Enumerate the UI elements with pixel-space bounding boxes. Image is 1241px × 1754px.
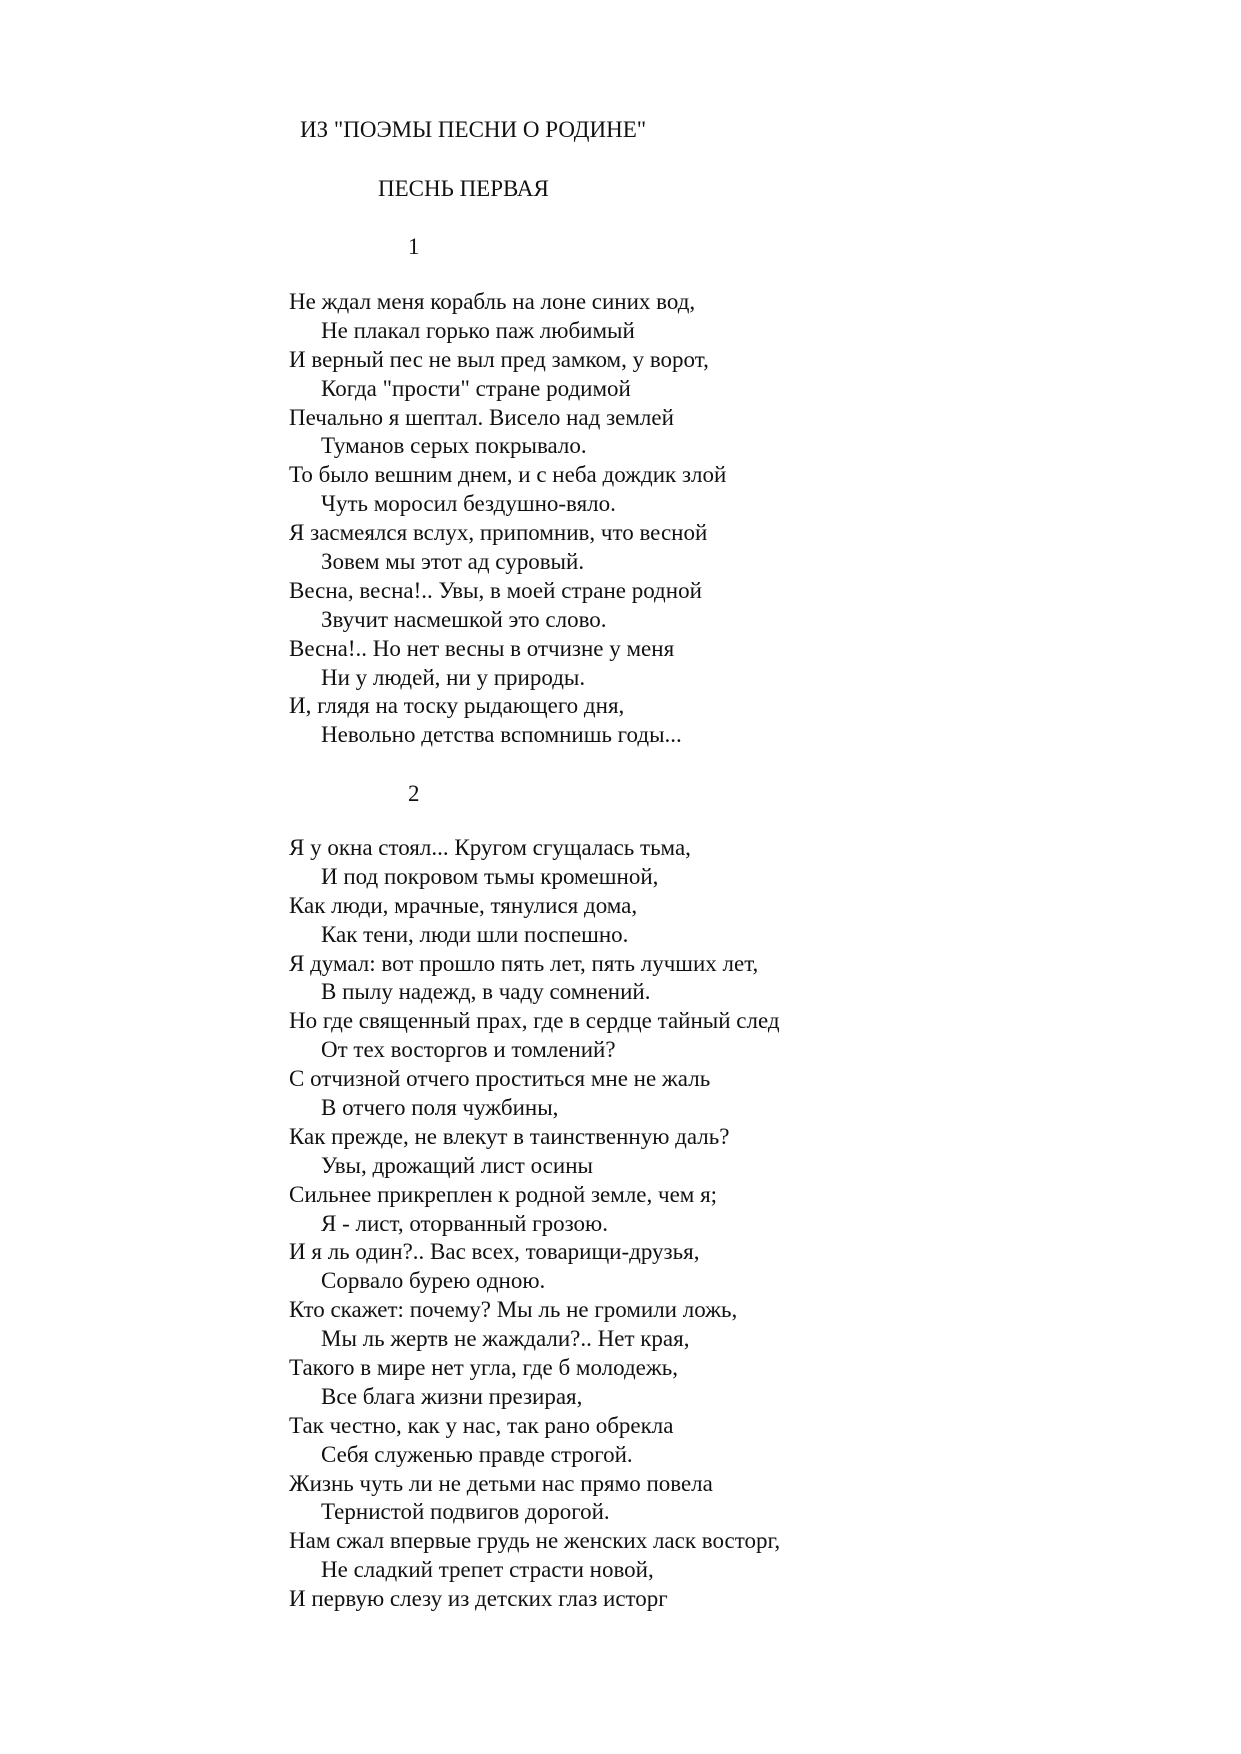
poem-line: Туманов серых покрывало. — [321, 433, 587, 459]
poem-line: Ни у людей, ни у природы. — [321, 664, 586, 690]
poem-line: Весна, весна!.. Увы, в моей стране родной — [289, 577, 702, 603]
poem-line: Не плакал горько паж любимый — [321, 317, 635, 343]
poem-line: Не сладкий трепет страсти новой, — [321, 1557, 654, 1583]
poem-line: Жизнь чуть ли не детьми нас прямо повела — [289, 1470, 713, 1496]
poem-line: Кто скажет: почему? Мы ль не громили ложь, — [289, 1297, 738, 1323]
poem-line: Зовем мы этот ад суровый. — [321, 549, 585, 575]
poem-line: Печально я шептал. Висело над землей — [289, 404, 674, 430]
poem-title: ИЗ "ПОЭМЫ ПЕСНИ О РОДИНЕ" — [300, 117, 647, 142]
poem-line: Я у окна стоял... Кругом сгущалась тьма, — [289, 835, 691, 860]
poem-subtitle: ПЕСНЬ ПЕРВАЯ — [378, 176, 549, 201]
poem-line: В пылу надежд, в чаду сомнений. — [321, 979, 651, 1005]
poem-line: Я думал: вот прошло пять лет, пять лучших лет, — [289, 950, 759, 976]
poem-line: Как прежде, не влекут в таинственную даль? — [289, 1123, 730, 1149]
poem-line: Я - лист, оторванный грозою. — [321, 1210, 608, 1236]
poem-line: В отчего поля чужбины, — [321, 1095, 559, 1121]
poem-line: Но где священный прах, где в сердце тайный след — [289, 1008, 780, 1034]
poem-line: С отчизной отчего проститься мне не жаль — [289, 1066, 711, 1092]
poem-line: Себя служенью правде строгой. — [321, 1441, 633, 1467]
poem-line: И я ль один?.. Вас всех, товарищи-друзья, — [289, 1239, 700, 1265]
poem-line: Сильнее прикреплен к родной земле, чем я; — [289, 1181, 718, 1207]
poem-line: То было вешним днем, и с неба дождик злой — [289, 462, 727, 488]
poem-line: Как люди, мрачные, тянулися дома, — [289, 892, 638, 918]
poem-line: И первую слезу из детских глаз исторг — [289, 1586, 668, 1612]
poem-line: И, глядя на тоску рыдающего дня, — [289, 693, 625, 719]
section-number-2: 2 — [408, 781, 420, 806]
poem-line: Звучит насмешкой это слово. — [321, 606, 607, 632]
poem-line: И верный пес не выл пред замком, у ворот, — [289, 346, 709, 372]
poem-line: Так честно, как у нас, так рано обрекла — [289, 1412, 674, 1438]
poem-line: Тернистой подвигов дорогой. — [321, 1499, 610, 1525]
poem-line: Как тени, люди шли поспешно. — [321, 921, 629, 947]
stanza-1 — [289, 288, 726, 750]
poem-line: Сорвало бурею одною. — [321, 1268, 546, 1294]
poem-line: Такого в мире нет угла, где б молодежь, — [289, 1355, 679, 1381]
stanza-2 — [289, 834, 780, 1614]
poem-line: Нам сжал впервые грудь не женских ласк восторг, — [289, 1528, 781, 1554]
poem-line: Я засмеялся вслух, припомнив, что весной — [289, 520, 708, 546]
poem-line: Не ждал меня корабль на лоне синих вод, — [289, 289, 696, 314]
poem-line: Мы ль жертв не жаждали?.. Нет края, — [321, 1326, 690, 1352]
poem-line: Весна!.. Но нет весны в отчизне у меня — [289, 635, 675, 661]
poem-line: Невольно детства вспомнишь годы... — [321, 722, 682, 748]
poem-line: Увы, дрожащий лист осины — [321, 1152, 593, 1178]
poem-line: И под покровом тьмы кромешной, — [321, 863, 659, 889]
section-number-1: 1 — [408, 234, 420, 259]
poem-line: Когда "прости" стране родимой — [321, 375, 631, 401]
poem-line: От тех восторгов и томлений? — [321, 1037, 616, 1063]
poem-line: Все блага жизни презирая, — [321, 1383, 583, 1409]
poem-line: Чуть моросил бездушно-вяло. — [321, 491, 616, 517]
